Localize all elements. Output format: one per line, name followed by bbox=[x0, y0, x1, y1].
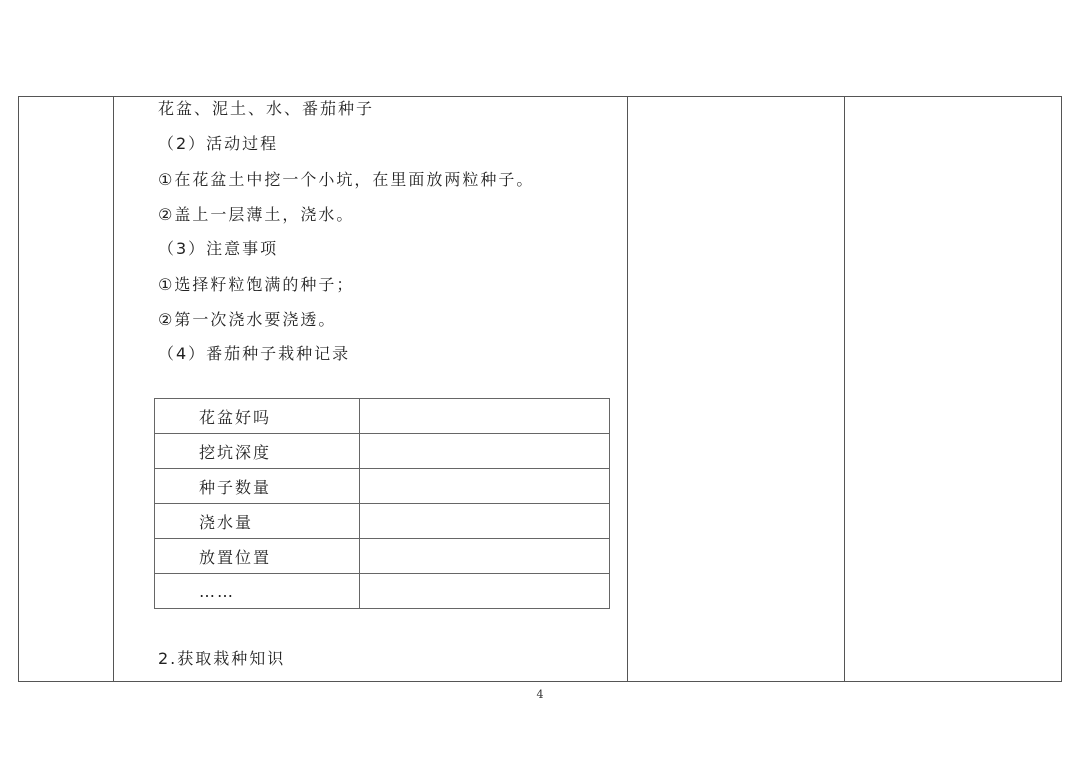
note-2: ②第一次浇水要浇透。 bbox=[158, 310, 337, 329]
row-value bbox=[360, 539, 610, 574]
planting-record-table bbox=[154, 398, 610, 609]
table-row bbox=[155, 399, 610, 434]
table-row bbox=[155, 469, 610, 504]
note-1: ①选择籽粒饱满的种子； bbox=[158, 275, 355, 294]
row-label: 浇水量 bbox=[155, 504, 360, 539]
section-heading: 2.获取栽种知识 bbox=[158, 649, 286, 668]
row-value bbox=[360, 469, 610, 504]
process-step-1: ①在花盆土中挖一个小坑，在里面放两粒种子。 bbox=[158, 170, 535, 189]
column-divider-1 bbox=[113, 96, 114, 682]
row-label: 种子数量 bbox=[155, 469, 360, 504]
column-divider-3 bbox=[844, 96, 845, 682]
column-divider-2 bbox=[627, 96, 628, 682]
table-row bbox=[155, 434, 610, 469]
table-row bbox=[155, 574, 610, 609]
table-row bbox=[155, 504, 610, 539]
row-label: 放置位置 bbox=[155, 539, 360, 574]
row-value bbox=[360, 574, 610, 609]
process-heading: （2）活动过程 bbox=[158, 134, 279, 153]
row-label: …… bbox=[155, 574, 360, 609]
materials-line: 花盆、泥土、水、番茄种子 bbox=[158, 99, 375, 118]
row-label: 挖坑深度 bbox=[155, 434, 360, 469]
process-step-2: ②盖上一层薄土，浇水。 bbox=[158, 205, 355, 224]
row-value bbox=[360, 434, 610, 469]
row-value bbox=[360, 504, 610, 539]
table-row bbox=[155, 539, 610, 574]
notes-heading: （3）注意事项 bbox=[158, 239, 279, 258]
page-number: 4 bbox=[536, 688, 544, 701]
record-heading: （4）番茄种子栽种记录 bbox=[158, 344, 351, 363]
row-label: 花盆好吗 bbox=[155, 399, 360, 434]
row-value bbox=[360, 399, 610, 434]
